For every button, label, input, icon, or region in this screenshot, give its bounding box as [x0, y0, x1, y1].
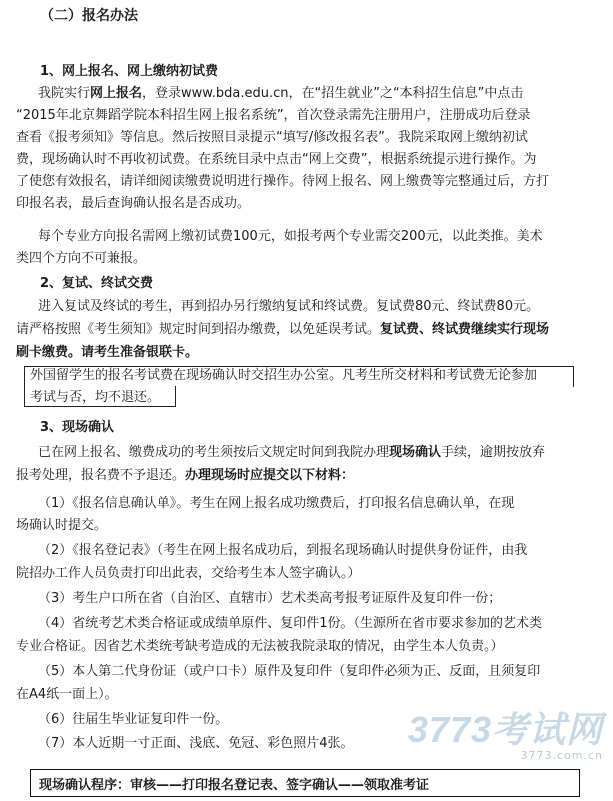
- s3-item-1-line-2: 场确认时提交。: [16, 518, 108, 533]
- watermark: [407, 709, 603, 762]
- s3-p1-line-1-text: 已在网上报名、缴费成功的考生须按后文规定时间到我院办理: [38, 445, 390, 460]
- s3-p1-line-1: [38, 443, 545, 463]
- s2-p1-line-2-text: 请严格按照《考生须知》规定时间到招办缴费，以免延误考试。: [16, 322, 381, 337]
- s3-heading: 3、现场确认: [40, 420, 115, 435]
- s2-p1-line-2-bold: 复试费、终试费继续实行现场: [380, 322, 550, 337]
- s3-p1-line-2-text: 报考处理，报名费不予退还。: [16, 468, 186, 483]
- s3-item-4-line-2: 专业合格证。因省艺术类统考缺考造成的无法被我院录取的情况，由学生本人负责。）: [16, 639, 504, 654]
- watermark-logo: 3773考试网: [407, 709, 603, 750]
- s3-item-7-line-1: （7）本人近期一寸正面、浅底、免冠、彩色照片4张。: [38, 736, 354, 751]
- s3-p1-line-2: [16, 466, 354, 486]
- section-title: （二）报名办法: [40, 8, 138, 24]
- s1-p1-line-2: “2015年北京舞蹈学院本科招生网上报名系统”，首次登录需先注册用户，注册成功后登录: [16, 108, 531, 123]
- s3-item-2-line-2: 院招办工作人员负责打印出此表，交给考生本人签字确认。）: [16, 566, 361, 581]
- s1-p2-line-1: 每个专业方向报名需网上缴初试费100元，如报考两个专业需交200元，以此类推。美术: [38, 229, 543, 244]
- foreign-students-line-2: 考试与否，均不退还。: [30, 390, 161, 405]
- s2-p1-line-2: [16, 320, 549, 340]
- s1-p1-line-3: 查看《报考须知》等信息。然后按照目录提示“填写/修改报名表”。我院采取网上缴纳初试: [16, 130, 528, 145]
- s3-p1-line-1-post: 手续，逾期按放弃: [441, 445, 546, 460]
- s3-p1-colon: ：: [341, 468, 355, 483]
- foreign-students-line-1: 外国留学生的报名考试费在现场确认时交招生办公室。凡考生所交材料和考试费无论参加: [30, 368, 538, 383]
- s1-p1-text-post: ，登录www.bda.edu.cn，在“招生就业”之“本科招生信息”中点击: [142, 86, 524, 101]
- s3-item-2-line-1: （2）《报名登记表》（考生在网上报名成功后，到报名现场确认时提供身份证件，由我: [38, 543, 528, 558]
- s1-p1-line-1: [38, 84, 523, 104]
- onsite-procedure-box: [30, 769, 580, 797]
- s1-p1-bold-online-registration: 网上报名: [90, 86, 143, 101]
- s3-item-3-line-1: （3）考生户口所在省（自治区、直辖市）艺术类高考报考证原件及复印件一份；: [38, 591, 502, 606]
- s2-heading: 2、复试、终试交费: [40, 276, 154, 291]
- s1-p1-text-pre: 我院实行: [38, 86, 91, 101]
- s3-item-5-line-2: 在A4纸一面上）。: [16, 687, 118, 702]
- s3-item-5-line-1: （5）本人第二代身份证（或户口卡）原件及复印件（复印件必须为正、反面，且须复印: [38, 664, 541, 679]
- s2-p1-line-3: 刷卡缴费。请考生准备银联卡。: [16, 345, 199, 360]
- s2-p1-line-1: 进入复试及终试的考生，再到招办另行缴纳复试和终试费。复试费80元、终试费80元。: [38, 299, 540, 314]
- s3-p1-bold-materials: 办理现场时应提交以下材料: [185, 468, 342, 483]
- s1-p1-line-6: 印报名表，最后查询确认报名是否成功。: [16, 196, 251, 211]
- watermark-url: 3773.com.cn: [520, 749, 603, 762]
- s3-item-1-line-1: （1）《报名信息确认单》。考生在网上报名成功缴费后，打印报名信息确认单，在现: [38, 496, 515, 511]
- s1-p2-line-2: 类四个方向不可兼报。: [16, 251, 147, 266]
- s1-p1-line-5: 了使您有效报名，请详细阅读缴费说明进行操作。待网上报名、网上缴费等完整通过后，方打: [16, 174, 550, 189]
- onsite-procedure-text: 现场确认程序：审核——打印报名登记表、签字确认——领取准考证: [39, 777, 430, 793]
- s3-p1-bold-onsite-confirmation: 现场确认: [389, 445, 442, 460]
- s3-item-4-line-1: （4）省统考艺术类合格证或成绩单原件、复印件1份。（生源所在省市要求参加的艺术类: [38, 616, 543, 631]
- s1-p1-line-4: 费，现场确认时不再收初试费。在系统目录中点击“网上交费”，根据系统提示进行操作。为: [16, 152, 537, 167]
- s1-heading: 1、网上报名、网上缴纳初试费: [40, 64, 219, 79]
- s3-item-6-line-1: （6）往届生毕业证复印件一份。: [38, 712, 229, 727]
